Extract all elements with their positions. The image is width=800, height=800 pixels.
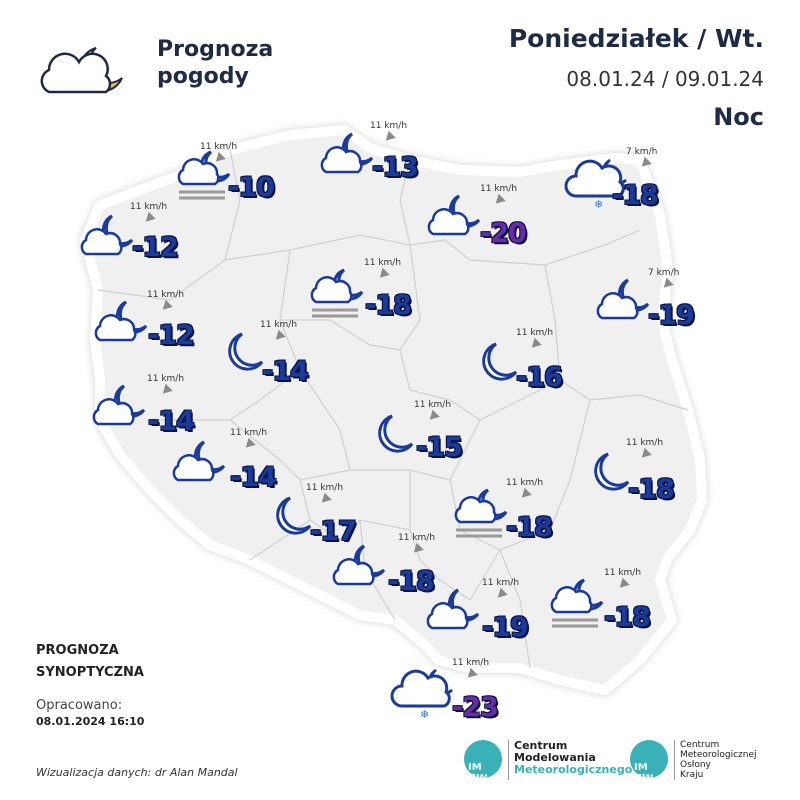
cmm-logo-text: Centrum Modelowania Meteorologicznego — [514, 739, 633, 776]
forecast-type-line1: PROGNOZA — [36, 643, 119, 658]
wind-speed-label: 11 km/h — [147, 290, 185, 300]
cloud-moon-icon — [92, 298, 152, 348]
title-line-2: pogody — [157, 64, 249, 89]
wind-speed-label: 11 km/h — [230, 428, 268, 438]
wind-speed-label: 11 km/h — [364, 258, 402, 268]
cmok-logo-text: Centrum Meteorologicznej Osłony Kraju — [680, 740, 757, 780]
cloud-moon-fog-icon — [308, 268, 368, 318]
wind-speed-label: 11 km/h — [130, 202, 168, 212]
temperature-label: -18 — [506, 512, 552, 543]
wind-speed-label: 11 km/h — [482, 578, 520, 588]
temperature-label: -10 — [228, 172, 274, 203]
imgw-badge-icon: IM GW — [630, 740, 668, 778]
forecast-dates: 08.01.24 / 09.01.24 — [566, 67, 764, 91]
cloud-moon-icon — [170, 438, 230, 488]
cmm-logo — [464, 738, 633, 784]
cmok-logo — [630, 738, 770, 782]
forecast-period: Noc — [713, 103, 764, 131]
cloud-moon-icon — [424, 586, 484, 636]
forecast-type-line2: SYNOPTYCZNA — [36, 665, 144, 680]
svg-text:❄: ❄ — [594, 198, 604, 211]
temperature-label: -14 — [148, 406, 194, 437]
cloud-moon-fog-icon — [175, 150, 235, 200]
temperature-label: -12 — [132, 232, 178, 263]
cloud-moon-icon — [594, 276, 654, 326]
cloud-moon-fog-icon — [452, 488, 512, 538]
wind-speed-label: 11 km/h — [626, 438, 664, 448]
wind-speed-label: 11 km/h — [260, 320, 298, 330]
temperature-label: -20 — [480, 218, 526, 249]
wind-speed-label: 11 km/h — [604, 568, 642, 578]
page-title — [157, 36, 273, 90]
title-line-1: Prognoza — [157, 37, 274, 62]
temperature-label: -12 — [148, 320, 194, 351]
moon-icon — [256, 492, 316, 542]
temperature-label: -15 — [416, 432, 462, 463]
temperature-label: -16 — [516, 362, 562, 393]
cloud-moon-snow-icon — [396, 668, 456, 721]
wind-speed-label: 11 km/h — [452, 658, 490, 668]
cloud-moon-icon — [318, 130, 378, 180]
moon-icon — [208, 328, 268, 378]
temperature-label: -18 — [604, 602, 650, 633]
cloud-moon-icon — [425, 192, 485, 242]
wind-speed-label: 11 km/h — [370, 121, 408, 131]
wind-speed-label: 11 km/h — [506, 478, 544, 488]
prepared-timestamp: 08.01.2024 16:10 — [36, 715, 145, 728]
moon-icon — [358, 410, 418, 460]
moon-icon — [574, 448, 634, 498]
forecast-days: Poniedziałek / Wt. — [508, 24, 764, 53]
temperature-label: -18 — [388, 566, 434, 597]
temperature-label: -14 — [230, 462, 276, 493]
forecast-info — [36, 640, 144, 728]
wind-speed-label: 11 km/h — [306, 483, 344, 493]
temperature-label: -18 — [365, 290, 411, 321]
wind-speed-label: 11 km/h — [147, 374, 185, 384]
wind-speed-label: 11 km/h — [200, 142, 238, 152]
temperature-label: -13 — [372, 152, 418, 183]
cloud-moon-fog-icon — [548, 578, 608, 628]
moon-icon — [462, 338, 522, 388]
visualization-credit: Wizualizacja danych: dr Alan Mandal — [36, 766, 238, 779]
wind-speed-label: 7 km/h — [648, 268, 680, 278]
temperature-label: -17 — [310, 516, 356, 547]
temperature-label: -18 — [612, 180, 658, 211]
temperature-label: -19 — [648, 300, 694, 331]
imgw-badge-icon: IM GW — [464, 740, 502, 778]
cloud-moon-icon — [78, 212, 138, 262]
wind-speed-label: 11 km/h — [516, 328, 554, 338]
temperature-label: -18 — [628, 474, 674, 505]
svg-text:❄: ❄ — [420, 708, 430, 721]
wind-speed-label: 11 km/h — [414, 400, 452, 410]
temperature-label: -14 — [262, 356, 308, 387]
wind-speed-label: 7 km/h — [626, 147, 658, 157]
cloud-moon-icon — [90, 382, 150, 432]
forecast-date-block — [509, 24, 764, 131]
wind-speed-label: 11 km/h — [398, 533, 436, 543]
temperature-label: -19 — [482, 612, 528, 643]
wind-speed-label: 11 km/h — [480, 184, 518, 194]
cloud-moon-icon — [34, 40, 134, 100]
temperature-label: -23 — [452, 692, 498, 723]
cloud-moon-icon — [330, 542, 390, 592]
prepared-label: Opracowano: — [36, 698, 123, 713]
